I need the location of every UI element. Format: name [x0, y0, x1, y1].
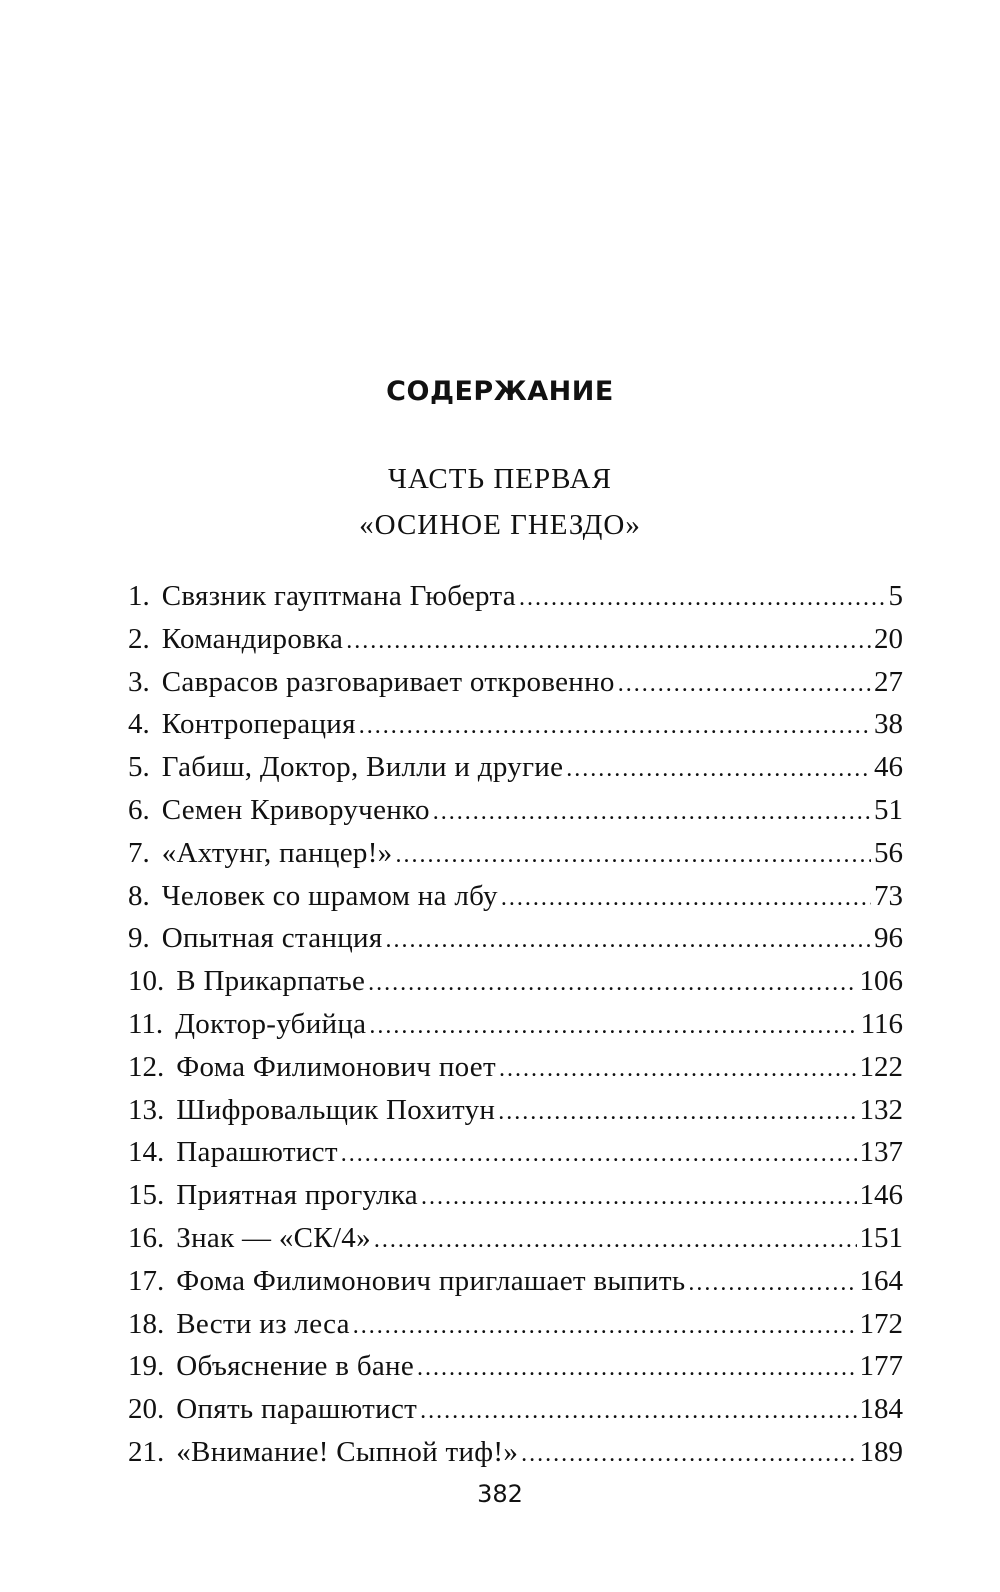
- toc-entry-page: 106: [859, 965, 903, 998]
- toc-entry: [128, 618, 903, 661]
- dot-leader: [499, 1048, 857, 1091]
- dot-leader: [386, 919, 871, 962]
- dot-leader: [498, 1091, 856, 1134]
- toc-entry-number: 5.: [128, 751, 150, 784]
- toc-entry: [128, 661, 903, 704]
- toc-entry: [128, 789, 903, 832]
- toc-entry: [128, 1260, 903, 1303]
- dot-leader: [618, 663, 871, 706]
- toc-entry-page: 137: [859, 1136, 903, 1169]
- toc-entry: [128, 1345, 903, 1388]
- toc-entry-number: 21.: [128, 1435, 165, 1468]
- toc-entry: [128, 960, 903, 1003]
- dot-leader: [688, 1262, 856, 1305]
- toc-entry: [128, 1003, 903, 1046]
- toc-entry-number: 18.: [128, 1307, 165, 1340]
- toc-entry-page: 184: [859, 1393, 903, 1426]
- page-title: СОДЕРЖАНИЕ: [386, 376, 614, 407]
- toc-entry-number: 7.: [128, 836, 150, 869]
- toc-entry-page: 164: [859, 1264, 903, 1297]
- toc-entry: [128, 1131, 903, 1174]
- dot-leader: [374, 1219, 857, 1262]
- toc-entry-title: Семен Криворученко: [161, 793, 430, 826]
- toc-entry-title: «Внимание! Сыпной тиф!»: [176, 1435, 519, 1468]
- toc-entry-title: Шифровальщик Похитун: [176, 1093, 496, 1126]
- toc-entry-number: 14.: [128, 1136, 165, 1169]
- toc-entry-title: Опять парашютист: [176, 1393, 418, 1426]
- toc-entry-title: Габиш, Доктор, Вилли и другие: [161, 751, 564, 784]
- toc-entry: [128, 1431, 903, 1474]
- dot-leader: [369, 1005, 857, 1048]
- toc-entry-number: 2.: [128, 622, 150, 655]
- toc-entry: [128, 1303, 903, 1346]
- toc-entry-title: Фома Филимонович приглашает выпить: [176, 1264, 686, 1297]
- toc-entry-number: 19.: [128, 1350, 165, 1383]
- dot-leader: [519, 577, 886, 620]
- toc-entry: [128, 1217, 903, 1260]
- dot-leader: [395, 834, 871, 877]
- dot-leader: [341, 1133, 857, 1176]
- toc-entry-number: 12.: [128, 1050, 165, 1083]
- toc-entry-page: 27: [874, 665, 903, 698]
- dot-leader: [346, 620, 871, 663]
- toc-entry: [128, 832, 903, 875]
- toc-entry-number: 3.: [128, 665, 150, 698]
- toc-entry-page: 38: [874, 708, 903, 741]
- toc-entry-page: 51: [874, 793, 903, 826]
- toc-entry-number: 11.: [128, 1007, 164, 1040]
- toc-entry-page: 122: [859, 1050, 903, 1083]
- toc-entry: [128, 875, 903, 918]
- toc-entry-number: 1.: [128, 580, 150, 612]
- toc-entry-title: Фома Филимонович поет: [176, 1050, 496, 1083]
- dot-leader: [353, 1305, 857, 1348]
- toc-entry: [128, 917, 903, 960]
- toc-entry-page: 132: [859, 1093, 903, 1126]
- toc-entry-title: Связник гауптмана Гюберта: [161, 580, 516, 612]
- toc-entry-page: 5: [888, 580, 903, 612]
- toc-entry-number: 8.: [128, 879, 150, 912]
- part-label: ЧАСТЬ ПЕРВАЯ: [388, 463, 612, 495]
- toc-entry-title: Саврасов разговаривает откровенно: [161, 665, 615, 698]
- dot-leader: [421, 1176, 857, 1219]
- toc-entry-title: Приятная прогулка: [176, 1179, 418, 1212]
- toc-entry-title: Человек со шрамом на лбу: [161, 879, 498, 912]
- toc-entry-page: 146: [859, 1179, 903, 1212]
- toc-entry-page: 116: [860, 1007, 903, 1040]
- toc-entry-title: Объяснение в бане: [176, 1350, 415, 1383]
- toc-entry-page: 56: [874, 836, 903, 869]
- toc-entry-page: 172: [859, 1307, 903, 1340]
- toc-entry-title: Знак — «СК/4»: [176, 1221, 371, 1254]
- toc-entry-page: 189: [859, 1435, 903, 1468]
- toc-entry-number: 6.: [128, 793, 150, 826]
- toc-entry-page: 177: [859, 1350, 903, 1383]
- dot-leader: [420, 1390, 856, 1433]
- toc-entry-page: 46: [874, 751, 903, 784]
- toc-entry-title: Доктор-убийца: [175, 1007, 367, 1040]
- toc-entry-number: 17.: [128, 1264, 165, 1297]
- dot-leader: [417, 1347, 856, 1390]
- dot-leader: [359, 705, 871, 748]
- dot-leader: [521, 1433, 856, 1476]
- dot-leader: [433, 791, 871, 834]
- part-name: «ОСИНОЕ ГНЕЗДО»: [359, 509, 641, 541]
- toc-entry-number: 15.: [128, 1179, 165, 1212]
- toc-entry: [128, 746, 903, 789]
- page-number: 382: [477, 1480, 523, 1508]
- toc-entry-number: 9.: [128, 922, 150, 955]
- toc-entry-title: Опытная станция: [161, 922, 383, 955]
- toc-entry-number: 13.: [128, 1093, 165, 1126]
- toc-entry-number: 16.: [128, 1221, 165, 1254]
- toc-entry-title: Парашютист: [176, 1136, 338, 1169]
- toc-entry-title: Командировка: [161, 622, 344, 655]
- dot-leader: [566, 748, 871, 791]
- toc-entry-page: 20: [874, 622, 903, 655]
- toc-entry: [128, 1388, 903, 1431]
- toc-entry: [128, 575, 903, 618]
- toc-entry-page: 73: [874, 879, 903, 912]
- toc-entry: [128, 1046, 903, 1089]
- toc-entry: [128, 1174, 903, 1217]
- toc-entry-page: 96: [874, 922, 903, 955]
- toc-entry-title: «Ахтунг, панцер!»: [161, 836, 393, 869]
- toc-entry-title: Вести из леса: [176, 1307, 350, 1340]
- toc-entry-title: В Прикарпатье: [176, 965, 366, 998]
- toc-entry-number: 10.: [128, 965, 165, 998]
- toc-entry-page: 151: [859, 1221, 903, 1254]
- dot-leader: [368, 962, 856, 1005]
- table-of-contents: [128, 575, 903, 1474]
- toc-entry: [128, 703, 903, 746]
- toc-entry: [128, 1089, 903, 1132]
- toc-entry-number: 4.: [128, 708, 150, 741]
- toc-entry-title: Контроперация: [161, 708, 356, 741]
- toc-entry-number: 20.: [128, 1393, 165, 1426]
- dot-leader: [501, 877, 871, 920]
